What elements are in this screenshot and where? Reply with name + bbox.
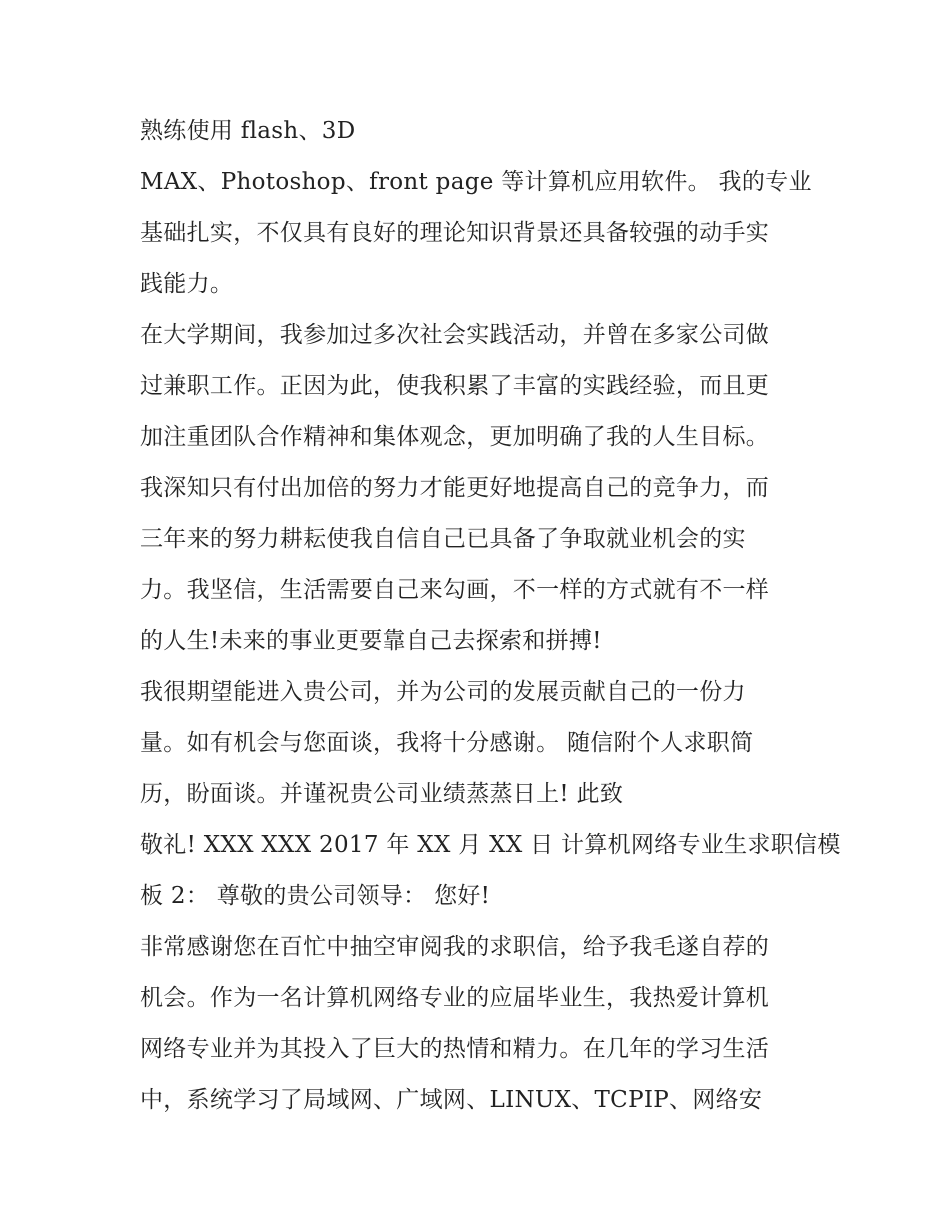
text-line: 量。如有机会与您面谈，我将十分感谢。 随信附个人求职简 xyxy=(140,730,754,756)
text-line: 板 2： 尊敬的贵公司领导： 您好! xyxy=(140,883,491,909)
text-line: 敬礼! XXX XXX 2017 年 XX 月 XX 日 计算机网络专业生求职信模 xyxy=(140,832,841,858)
text-line: 机会。作为一名计算机网络专业的应届毕业生，我热爱计算机 xyxy=(140,985,770,1011)
text-line: 我很期望能进入贵公司，并为公司的发展贡献自己的一份力 xyxy=(140,679,746,705)
text-line: 我深知只有付出加倍的努力才能更好地提高自己的竞争力，而 xyxy=(140,475,770,501)
text-line: 践能力。 xyxy=(140,271,234,297)
text-line: 的人生!未来的事业更要靠自己去探索和拼搏! xyxy=(140,628,602,654)
text-line: 非常感谢您在百忙中抽空审阅我的求职信，给予我毛遂自荐的 xyxy=(140,934,770,960)
text-line: 加注重团队合作精神和集体观念，更加明确了我的人生目标。 xyxy=(140,424,770,450)
body-text xyxy=(140,106,841,1126)
text-line: 中，系统学习了局域网、广域网、LINUX、TCPIP、网络安 xyxy=(140,1087,763,1113)
text-line: 基础扎实，不仅具有良好的理论知识背景还具备较强的动手实 xyxy=(140,220,770,246)
text-line: 历，盼面谈。并谨祝贵公司业绩蒸蒸日上! 此致 xyxy=(140,781,624,807)
text-line: 力。我坚信，生活需要自己来勾画，不一样的方式就有不一样 xyxy=(140,577,770,603)
text-line: 在大学期间，我参加过多次社会实践活动，并曾在多家公司做 xyxy=(140,322,770,348)
text-line: 三年来的努力耕耘使我自信自己已具备了争取就业机会的实 xyxy=(140,526,746,552)
text-line: 过兼职工作。正因为此，使我积累了丰富的实践经验，而且更 xyxy=(140,373,770,399)
text-line: 熟练使用 flash、3D xyxy=(140,118,356,144)
text-line: MAX、Photoshop、front page 等计算机应用软件。 我的专业 xyxy=(140,169,812,195)
text-line: 网络专业并为其投入了巨大的热情和精力。在几年的学习生活 xyxy=(140,1036,770,1062)
